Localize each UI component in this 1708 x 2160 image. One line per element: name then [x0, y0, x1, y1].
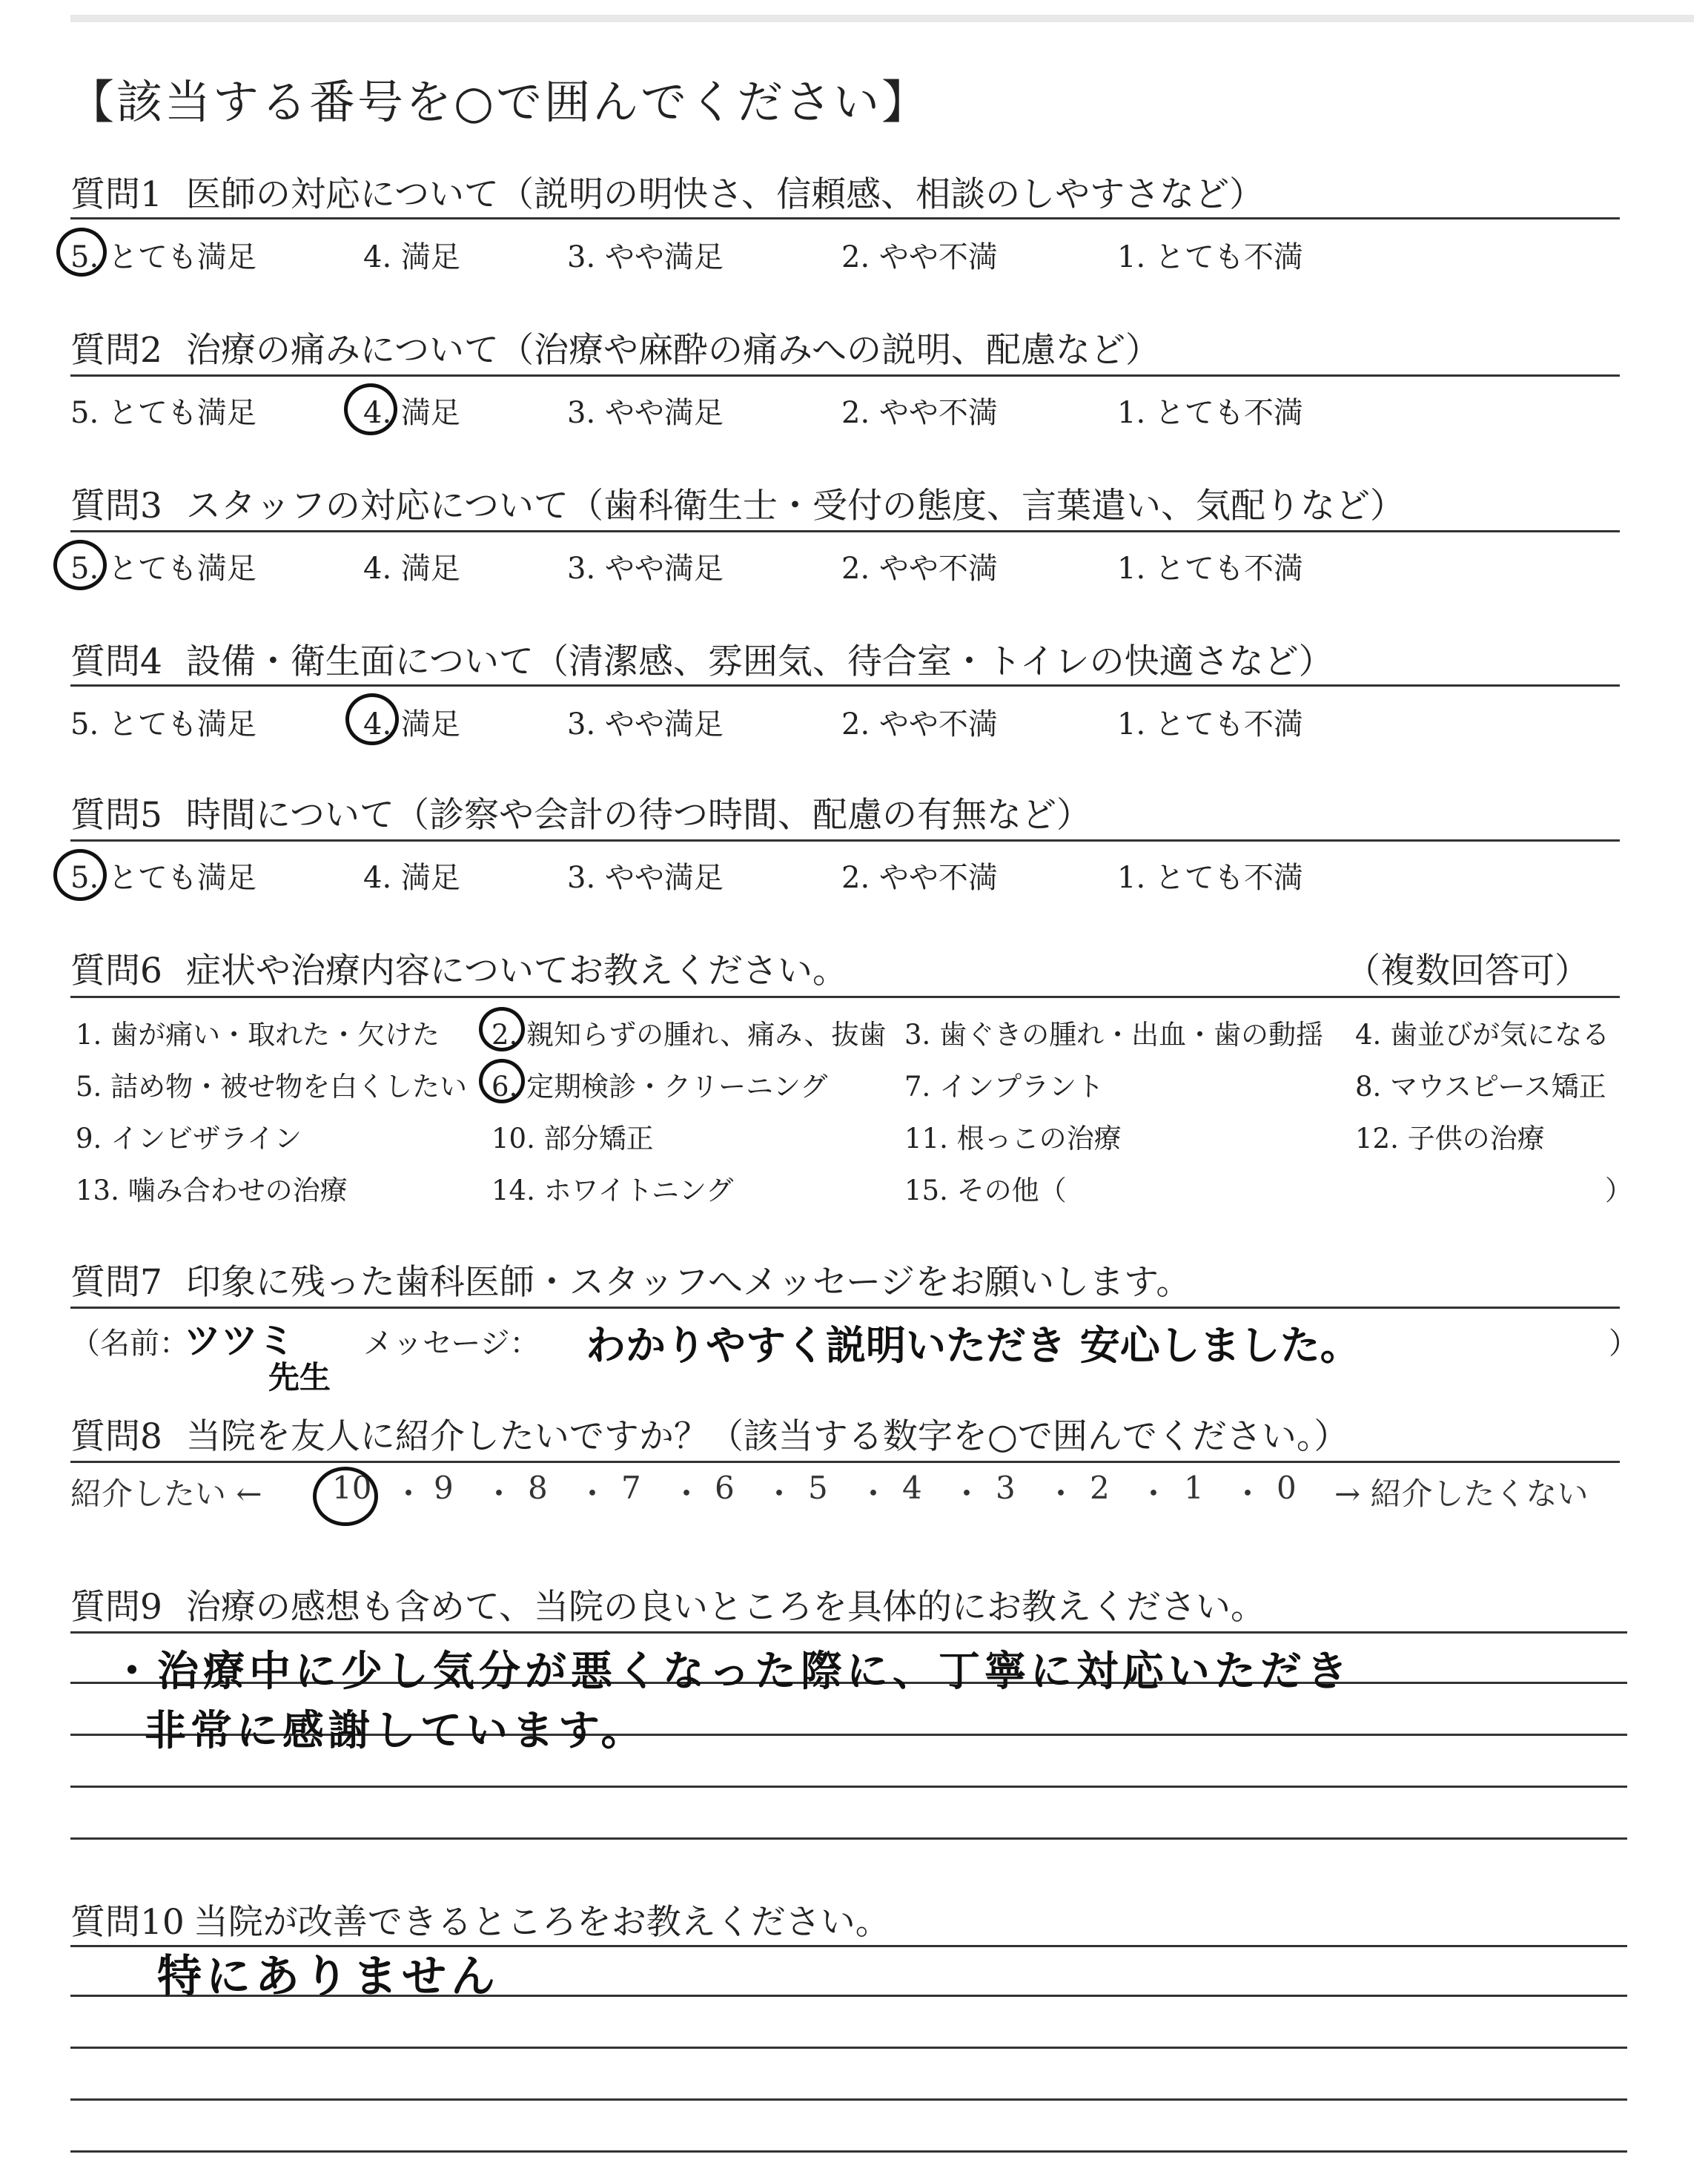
q3-option-2[interactable]: 2. やや不満 — [841, 552, 998, 586]
q8-scale-dot: ・ — [764, 1476, 795, 1512]
question-2-rule — [70, 374, 1620, 377]
q10-answer-line — [70, 2047, 1627, 2049]
q2-option-2[interactable]: 2. やや不満 — [841, 396, 998, 430]
question-4-text: 設備・衛生面について（清潔感、雰囲気、待合室・トイレの快適さなど） — [185, 641, 1334, 682]
question-4-rule — [70, 684, 1620, 687]
q4-option-3[interactable]: 3. やや満足 — [567, 707, 724, 742]
q5-option-1[interactable]: 1. とても不満 — [1117, 861, 1303, 895]
q8-selected-circle — [313, 1467, 378, 1526]
question-3-text: スタッフの対応について（歯科衛生士・受付の態度、言葉遣い、気配りなど） — [185, 486, 1405, 526]
q10-answer-line — [70, 2098, 1627, 2101]
q6-option-15-close: ） — [1605, 1175, 1632, 1206]
q3-option-1[interactable]: 1. とても不満 — [1117, 552, 1303, 586]
q6-option-3[interactable]: 3. 歯ぐきの腫れ・出血・歯の動揺 — [904, 1019, 1324, 1051]
q6-option-14[interactable]: 14. ホワイトニング — [491, 1175, 734, 1206]
q10-answer[interactable]: 特にありません — [157, 1951, 500, 2003]
q9-answer-line — [70, 1631, 1627, 1634]
q2-option-4[interactable]: 4. 満足 — [363, 396, 460, 430]
q8-scale-5[interactable]: 5 — [808, 1470, 828, 1506]
q2-option-1[interactable]: 1. とても不満 — [1117, 396, 1303, 430]
question-6-title — [70, 943, 847, 993]
question-8-rule — [70, 1461, 1620, 1463]
question-6-multiple-note: （複数回答可） — [1345, 951, 1589, 991]
q8-scale-10[interactable]: 10 — [332, 1470, 372, 1506]
q9-answer-line — [70, 1837, 1627, 1840]
question-2-number: 質問2 — [70, 330, 162, 371]
q6-option-8[interactable]: 8. マウスピース矯正 — [1355, 1071, 1606, 1103]
question-3-rule — [70, 530, 1620, 532]
q2-selected-circle — [344, 383, 397, 435]
question-2-title — [70, 323, 1160, 372]
q4-option-1[interactable]: 1. とても不満 — [1117, 707, 1303, 742]
q9-answer-line-2[interactable]: 非常に感謝しています。 — [145, 1707, 647, 1755]
q8-scale-4[interactable]: 4 — [902, 1470, 922, 1506]
q6-option-11[interactable]: 11. 根っこの治療 — [904, 1123, 1122, 1155]
q5-option-4[interactable]: 4. 満足 — [363, 861, 460, 895]
question-4-number: 質問4 — [70, 641, 162, 682]
q8-scale-dot: ・ — [951, 1476, 983, 1512]
question-4-title — [70, 634, 1334, 684]
q6-option-15[interactable]: 15. その他（ — [904, 1175, 1067, 1206]
question-8-number: 質問8 — [70, 1416, 162, 1457]
question-9-text: 治療の感想も含めて、当院の良いところを具体的にお教えください。 — [185, 1587, 1265, 1628]
q8-right-label: → 紹介したくない — [1334, 1476, 1589, 1512]
q8-scale-9[interactable]: 9 — [434, 1470, 454, 1506]
question-7-rule — [70, 1307, 1620, 1309]
q8-scale-dot: ・ — [858, 1476, 890, 1512]
q3-selected-circle — [53, 540, 107, 590]
q6-option-10[interactable]: 10. 部分矯正 — [491, 1123, 654, 1155]
q8-scale-dot: ・ — [1232, 1476, 1264, 1512]
question-10-text: 当院が改善できるところをお教えください。 — [193, 1902, 890, 1943]
q1-option-1[interactable]: 1. とても不満 — [1117, 240, 1303, 274]
question-5-title — [70, 787, 1091, 837]
q1-option-5[interactable]: 5. とても満足 — [70, 240, 256, 274]
q6-option-9[interactable]: 9. インビザライン — [76, 1123, 302, 1155]
question-6-number: 質問6 — [70, 951, 162, 991]
q1-option-3[interactable]: 3. やや満足 — [567, 240, 724, 274]
q7-message-close: ） — [1609, 1327, 1638, 1361]
q6-option-5[interactable]: 5. 詰め物・被せ物を白くしたい — [76, 1071, 468, 1103]
question-1-rule — [70, 217, 1620, 219]
q8-scale-dot: ・ — [577, 1476, 609, 1512]
q3-option-4[interactable]: 4. 満足 — [363, 552, 460, 586]
question-8-text: 当院を友人に紹介したいですか？（該当する数字を○で囲んでください。） — [185, 1416, 1349, 1457]
q5-option-2[interactable]: 2. やや不満 — [841, 861, 998, 895]
question-10-number: 質問10 — [70, 1902, 185, 1943]
q7-name-label: （名前： — [70, 1327, 189, 1361]
q6-option-13[interactable]: 13. 噛み合わせの治療 — [76, 1175, 348, 1206]
q8-scale-2[interactable]: 2 — [1090, 1470, 1110, 1506]
question-7-text: 印象に残った歯科医師・スタッフへメッセージをお願いします。 — [185, 1262, 1191, 1303]
question-7-title — [70, 1255, 1191, 1304]
q1-option-4[interactable]: 4. 満足 — [363, 240, 460, 274]
question-1-title — [70, 167, 1264, 217]
q9-answer-line — [70, 1786, 1627, 1788]
q6-option-6[interactable]: 6. 定期検診・クリーニング — [491, 1071, 828, 1103]
question-1-text: 医師の対応について（説明の明快さ、信頼感、相談のしやすさなど） — [185, 174, 1265, 215]
q6-option-1[interactable]: 1. 歯が痛い・取れた・欠けた — [76, 1019, 440, 1051]
q2-option-5[interactable]: 5. とても満足 — [70, 396, 256, 430]
q7-message-value[interactable]: わかりやすく説明いただき 安心しました。 — [586, 1322, 1360, 1369]
question-9-title — [70, 1579, 1265, 1629]
q4-option-2[interactable]: 2. やや不満 — [841, 707, 998, 742]
question-6-rule — [70, 996, 1620, 998]
q8-left-label: 紹介したい ← — [70, 1476, 262, 1512]
question-8-title — [70, 1409, 1348, 1459]
q6-selected-circle-2 — [479, 1007, 525, 1051]
q5-option-3[interactable]: 3. やや満足 — [567, 861, 724, 895]
q9-answer-line-1[interactable]: ・治療中に少し気分が悪くなった際に、丁寧に対応いただき — [111, 1648, 1352, 1696]
question-9-number: 質問9 — [70, 1587, 162, 1628]
q5-option-5[interactable]: 5. とても満足 — [70, 861, 256, 895]
q8-scale-6[interactable]: 6 — [715, 1470, 735, 1506]
page-heading: 【該当する番号を○で囲んでください】 — [68, 75, 930, 129]
question-5-number: 質問5 — [70, 795, 162, 836]
q7-message-label: メッセージ： — [363, 1327, 540, 1361]
q1-selected-circle — [56, 228, 107, 277]
q1-option-2[interactable]: 2. やや不満 — [841, 240, 998, 274]
q8-scale-3[interactable]: 3 — [996, 1470, 1016, 1506]
q2-option-3[interactable]: 3. やや満足 — [567, 396, 724, 430]
q7-name-value-2[interactable]: 先生 — [268, 1359, 331, 1396]
q10-answer-line — [70, 2150, 1627, 2153]
question-5-text: 時間について（診察や会計の待つ時間、配慮の有無など） — [185, 795, 1091, 836]
question-3-number: 質問3 — [70, 486, 162, 526]
q4-selected-circle — [345, 693, 399, 745]
q8-scale-dot: ・ — [671, 1476, 703, 1512]
q8-scale-dot: ・ — [483, 1476, 515, 1512]
q8-scale-dot: ・ — [1045, 1476, 1077, 1512]
q4-option-5[interactable]: 5. とても満足 — [70, 707, 256, 742]
q8-scale-8[interactable]: 8 — [528, 1470, 548, 1506]
q5-selected-circle — [53, 849, 107, 901]
q6-option-12[interactable]: 12. 子供の治療 — [1355, 1123, 1545, 1155]
q6-option-7[interactable]: 7. インプラント — [904, 1071, 1105, 1103]
q4-option-4[interactable]: 4. 満足 — [363, 707, 460, 742]
question-3-title — [70, 478, 1405, 528]
question-10-title — [70, 1895, 890, 1944]
q6-option-4[interactable]: 4. 歯並びが気になる — [1355, 1019, 1610, 1051]
q3-option-3[interactable]: 3. やや満足 — [567, 552, 724, 586]
q3-option-5[interactable]: 5. とても満足 — [70, 552, 256, 586]
question-6-text: 症状や治療内容についてお教えください。 — [185, 951, 847, 991]
question-1-number: 質問1 — [70, 174, 162, 215]
scan-top-edge — [70, 15, 1694, 22]
q6-selected-circle-6 — [479, 1059, 525, 1103]
question-7-number: 質問7 — [70, 1262, 162, 1303]
q8-scale-1[interactable]: 1 — [1184, 1470, 1204, 1506]
question-5-rule — [70, 839, 1620, 842]
q8-scale-dot: ・ — [393, 1476, 425, 1512]
q8-scale-dot: ・ — [1138, 1476, 1170, 1512]
q6-option-2[interactable]: 2. 親知らずの腫れ、痛み、抜歯 — [491, 1019, 887, 1051]
q7-name-value-1[interactable]: ツツミ — [184, 1319, 295, 1362]
q8-scale-0[interactable]: 0 — [1277, 1470, 1297, 1506]
q8-scale-7[interactable]: 7 — [621, 1470, 641, 1506]
question-2-text: 治療の痛みについて（治療や麻酔の痛みへの説明、配慮など） — [185, 330, 1161, 371]
